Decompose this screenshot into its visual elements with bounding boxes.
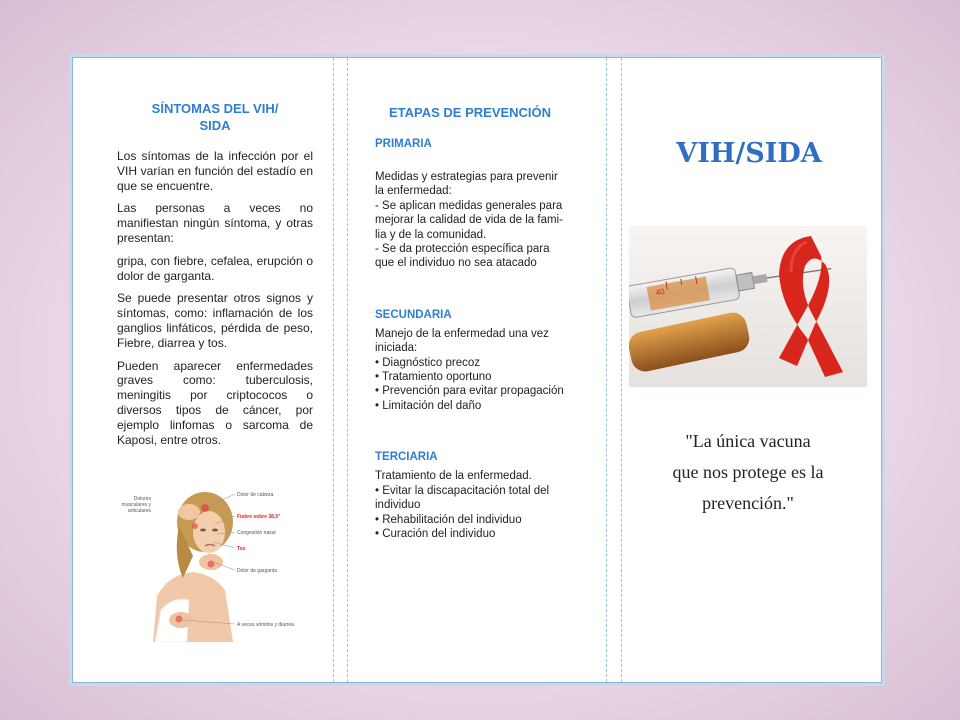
fold-guide [621,58,622,682]
terciaria-line: • Evitar la discapacitación total del [375,484,550,497]
cover-quote [629,426,867,519]
primaria-text [375,170,585,271]
symptoms-paragraph: Se puede presentar otros signos y síntomas, como: inflamación de los ganglios linfáticos, pérdida de peso, Fiebre, diarrea y tos. [117,291,313,350]
terciaria-line: individuo [375,499,421,512]
ribbon-syringe-photo [629,226,867,387]
terciaria-line: Tratamiento de la enfermedad. [375,470,532,483]
secundaria-line: • Diagnóstico precoz [375,356,481,369]
label-fever: Fiebre sobre 38,5° [237,514,281,520]
primaria-label: PRIMARIA [375,138,432,150]
label-muscle: Dolores musculares y articulares [121,496,151,514]
panel-prevention [375,58,585,541]
quote-line: "La única vacuna [685,431,811,451]
label-cough: Tos [237,546,246,552]
quote-line: que nos protege es la [672,462,824,482]
label-vomit: A veces vómitos y diarrea [237,622,294,628]
label-nasal: Congestión nasal [237,530,276,536]
symptoms-paragraph: Las personas a veces no manifiestan ningún síntoma, y otras presentan: [117,201,313,245]
fold-guide [347,58,348,682]
panel-symptoms [117,58,313,628]
primaria-line: la enfermedad: [375,185,452,198]
panel-cover [629,58,869,513]
primaria-line: - Se aplican medidas generales para [375,199,563,212]
terciaria-text [375,469,585,541]
terciaria-line: • Rehabilitación del individuo [375,513,522,526]
primaria-line: lia y de la comunidad. [375,228,487,241]
symptoms-title [117,100,313,134]
syringe-marking: 40 [655,286,666,298]
fold-guide [333,58,334,682]
secundaria-line: Manejo de la enfermedad una vez [375,327,549,340]
brochure-page [72,57,882,683]
secundaria-line: • Limitación del daño [375,399,482,412]
primaria-line: - Se da protección específica para [375,243,550,256]
secundaria-label: SECUNDARIA [375,308,452,321]
symptoms-paragraph: Los síntomas de la infección por el VIH varían en función del estadío en que se encuentre. [117,149,313,193]
prevention-title: ETAPAS DE PREVENCIÓN [389,105,552,120]
symptoms-title-line2: SIDA [199,118,231,133]
symptoms-figure [121,486,321,642]
terciaria-line: • Curación del individuo [375,527,496,540]
secundaria-text [375,327,585,413]
secundaria-line: • Prevención para evitar propagación [375,385,564,398]
terciaria-label: TERCIARIA [375,451,438,464]
primaria-line: Medidas y estrategias para prevenir [375,171,558,183]
symptoms-title-line1: SÍNTOMAS DEL VIH/ [151,101,279,116]
quote-line: prevención." [702,493,794,513]
sick-woman-illustration [149,486,321,642]
primaria-line: que el individuo no sea atacado [375,257,537,270]
secundaria-line: iniciada: [375,342,418,355]
fold-guide [606,58,607,682]
ribbon-syringe-image [629,226,867,387]
symptoms-paragraph: Pueden aparecer enfermedades graves como: tuberculosis, meningitis por criptococos o diversos tipos de cáncer, por ejemplo linfomas o sarcoma de Kaposi, entre otros. [117,358,313,447]
label-head: Dolor de cabeza [237,492,274,498]
symptoms-paragraph: gripa, con fiebre, cefalea, erupción o dolor de garganta. [117,253,313,283]
cover-title: VIH/SIDA [676,138,822,169]
secundaria-line: • Tratamiento oportuno [375,371,492,384]
label-throat: Dolor de garganta [237,568,278,574]
primaria-line: mejorar la calidad de vida de la fami- [375,214,563,227]
